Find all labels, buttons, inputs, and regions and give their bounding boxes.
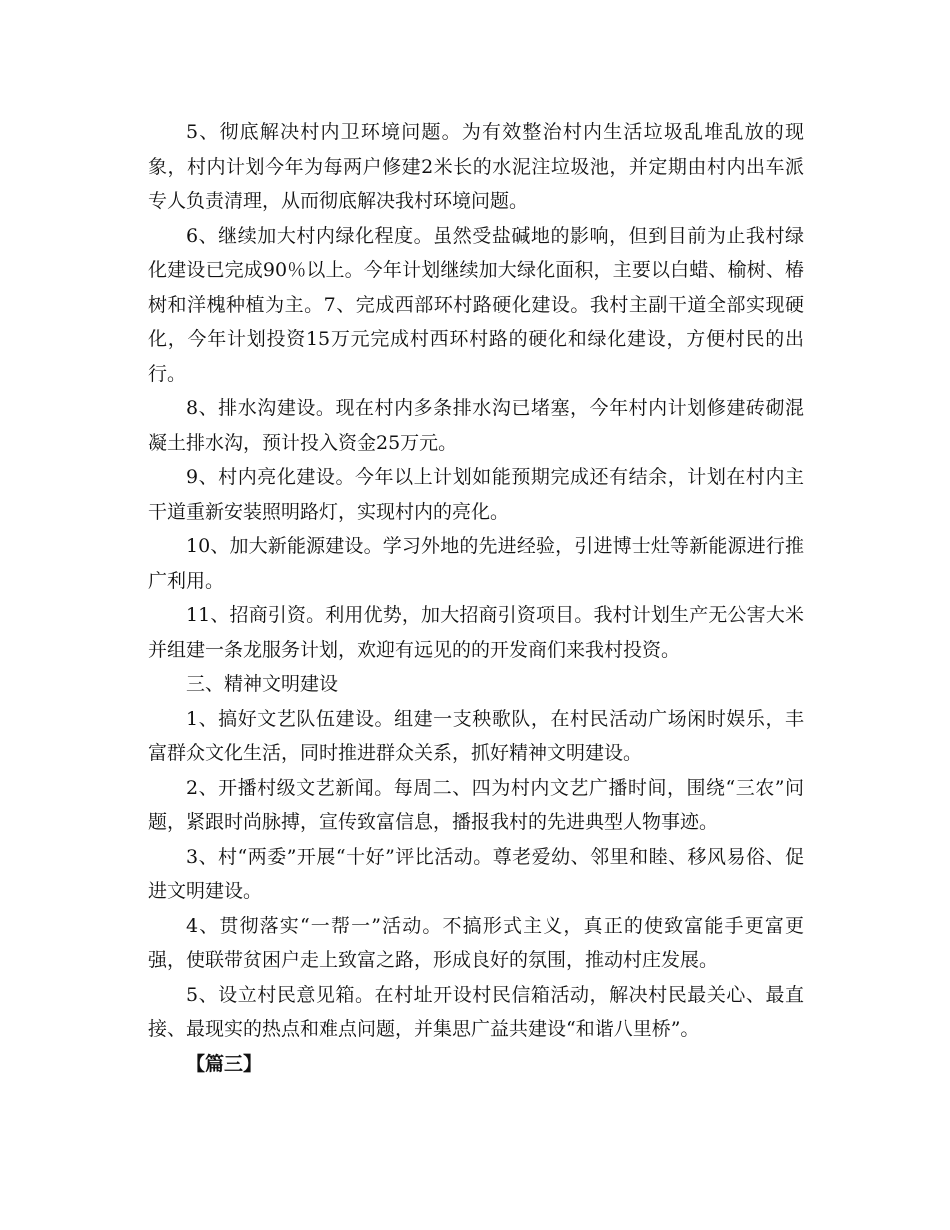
paragraph-evaluation: 3、村“两委”开展“十好”评比活动。尊老爱幼、邻里和睦、移风易俗、促进文明建设。 [148, 845, 804, 902]
paragraph-investment: 11、招商引资。利用优势，加大招商引资项目。我村计划生产无公害大米并组建一条龙服务计划，欢迎有远见的的开发商们来我村投资。 [148, 604, 804, 661]
paragraph-greening-roads: 6、继续加大村内绿化程度。虽然受盐碱地的影响，但到目前为止我村绿化建设已完成90％以上。今年计划继续加大绿化面积，主要以白蜡、榆树、椿树和洋槐种植为主。7、完成西部环村路硬化建设。我村主副干道全部实现硬化，今年计划投资15万元完成村西环村路的硬化和绿化建设，方便村民的出行。 [148, 224, 804, 385]
paragraph-arts-team: 1、搞好文艺队伍建设。组建一支秧歌队，在村民活动广场闲时娱乐，丰富群众文化生活，同时推进群众关系，抓好精神文明建设。 [148, 707, 804, 764]
paragraph-drainage: 8、排水沟建设。现在村内多条排水沟已堵塞，今年村内计划修建砖砌混凝土排水沟，预计投入资金25万元。 [148, 397, 804, 454]
paragraph-mutual-help: 4、贯彻落实“一帮一”活动。不搞形式主义，真正的使致富能手更富更强，使联带贫困户走上致富之路，形成良好的氛围，推动村庄发展。 [148, 914, 804, 971]
paragraph-lighting: 9、村内亮化建设。今年以上计划如能预期完成还有结余，计划在村内主干道重新安装照明路灯，实现村内的亮化。 [148, 466, 804, 523]
document-body [148, 115, 804, 1081]
paragraph-sanitation: 5、彻底解决村内卫环境问题。为有效整治村内生活垃圾乱堆乱放的现象，村内计划今年为每两户修建2米长的水泥注垃圾池，并定期由村内出车派专人负责清理，从而彻底解决我村环境问题。 [148, 121, 804, 212]
section-heading: 三、精神文明建设 [186, 673, 339, 695]
paragraph-broadcast: 2、开播村级文艺新闻。每周二、四为村内文艺广播时间，围绕“三农”问题，紧跟时尚脉搏，宣传致富信息，播报我村的先进典型人物事迹。 [148, 776, 804, 833]
part-label: 【篇三】 [186, 1052, 263, 1075]
paragraph-suggestion-box: 5、设立村民意见箱。在村址开设村民信箱活动，解决村民最关心、最直接、最现实的热点和难点问题，并集思广益共建设“和谐八里桥”。 [148, 983, 804, 1040]
paragraph-new-energy: 10、加大新能源建设。学习外地的先进经验，引进博士灶等新能源进行推广利用。 [148, 535, 804, 592]
